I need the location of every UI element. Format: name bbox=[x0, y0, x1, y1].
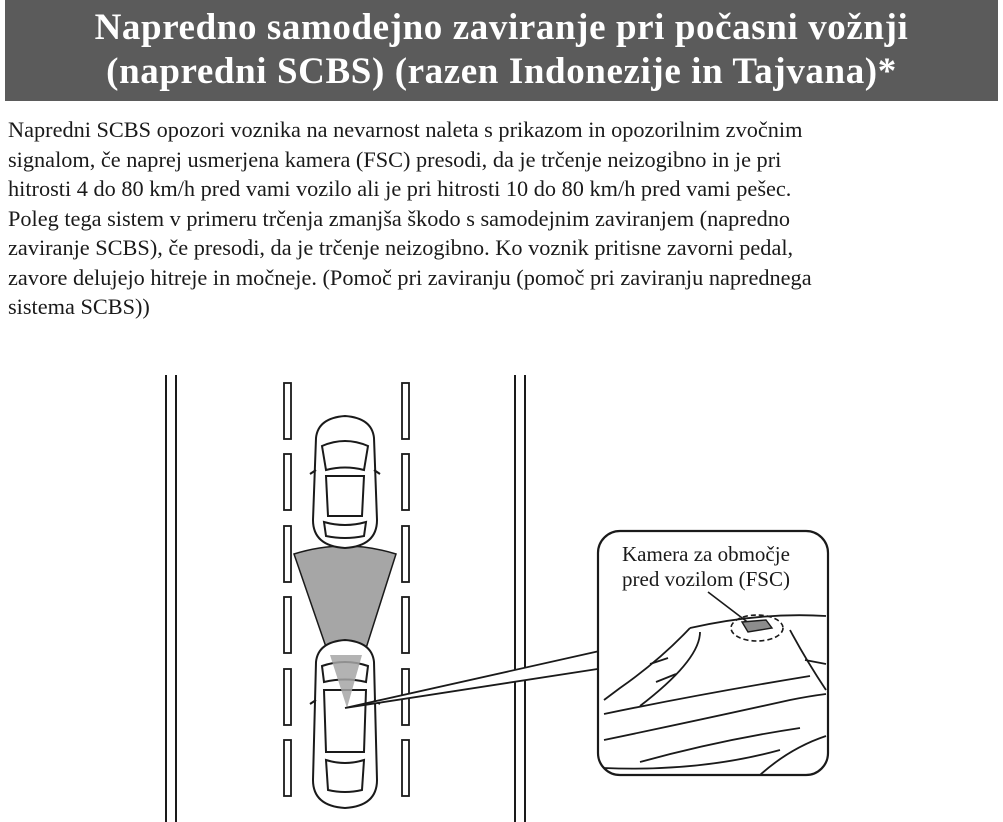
section-title-bar bbox=[5, 0, 998, 101]
paragraph-line: zaviranje SCBS), če presodi, da je trčenje neizogibno. Ko voznik pritisne zavorni pedal, bbox=[8, 235, 794, 260]
callout-label-line-1: Kamera za območje bbox=[622, 542, 790, 566]
vehicle-ahead-icon bbox=[310, 416, 380, 548]
scbs-illustration bbox=[0, 360, 1003, 822]
callout-label-line-2: pred vozilom (FSC) bbox=[622, 567, 790, 591]
paragraph-line: hitrosti 4 do 80 km/h pred vami vozilo ali je pri hitrosti 10 do 80 km/h pred vami pešec. bbox=[8, 176, 792, 201]
paragraph-line: Napredni SCBS opozori voznika na nevarnost naleta s prikazom in opozorilnim zvočnim bbox=[8, 117, 803, 142]
road-edge-left bbox=[166, 375, 176, 822]
page-title-line-2: (napredni SCBS) (razen Indonezije in Tajvana)* bbox=[106, 51, 897, 92]
lane-marking-left bbox=[284, 383, 291, 796]
description-paragraph bbox=[8, 115, 998, 322]
paragraph-line: zavore delujejo hitreje in močneje. (Pomoč pri zaviranju (pomoč pri zaviranju naprednega bbox=[8, 264, 812, 290]
lane-marking-right bbox=[402, 383, 409, 796]
page-title-line-1: Napredno samodejno zaviranje pri počasni vožnji bbox=[94, 7, 909, 48]
paragraph-line: Poleg tega sistem v primeru trčenja zmanjša škodo s samodejnim zaviranjem (napredno bbox=[8, 205, 791, 231]
paragraph-line: signalom, če naprej usmerjena kamera (FSC) presodi, da je trčenje neizogibno in je pri bbox=[8, 146, 782, 172]
paragraph-line: sistema SCBS)) bbox=[8, 294, 150, 319]
callout-leader bbox=[345, 650, 604, 708]
road-edge-right bbox=[515, 375, 525, 822]
